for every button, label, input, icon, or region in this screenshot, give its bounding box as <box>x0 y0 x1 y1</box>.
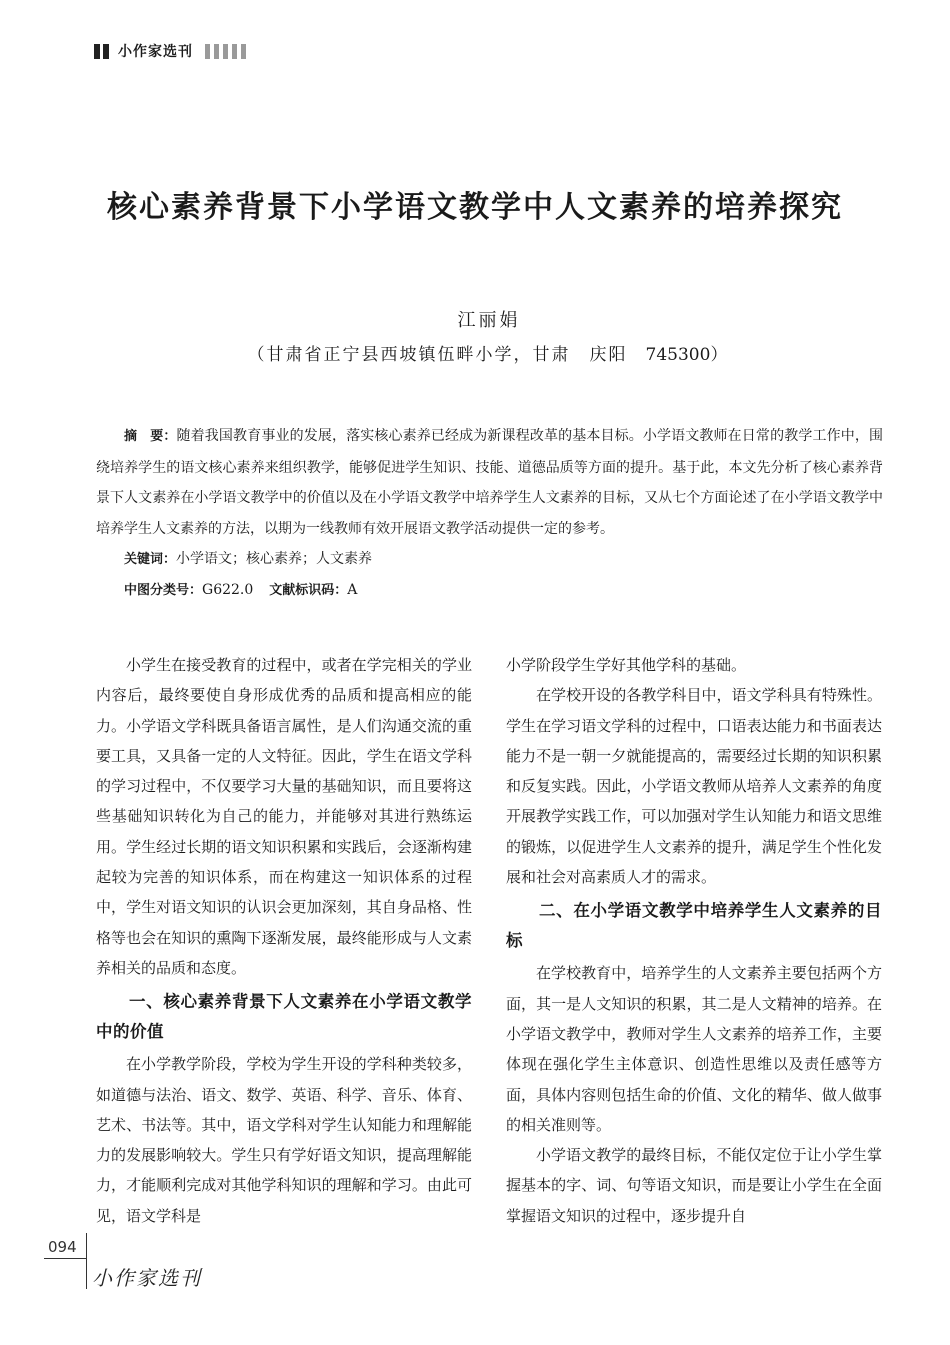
journal-logo: 小作家选刊 <box>92 1266 202 1290</box>
running-header <box>94 42 250 60</box>
keywords-line <box>124 544 883 575</box>
footer-rule <box>44 1258 86 1259</box>
clc-label: 中图分类号： <box>124 583 203 598</box>
abstract-text: 随着我国教育事业的发展，落实核心素养已经成为新课程改革的基本目标。小学语文教师在日常的教学工作中，围绕培养学生的语文核心素养来组织教学，能够促进学生知识、技能、道德品质等方面的提升。基于此，本文先分析了核心素养背景下人文素养在小学语文教学中的价值以及在小学语文教学中培养学生人文素养的目标，又从七个方面论述了在小学语文教学中培养学生人文素养的方法，以期为一线教师有效开展语文教学活动提供一定的参考。 <box>96 428 883 537</box>
header-bar-mark <box>214 44 219 59</box>
doc-code: A <box>347 582 358 598</box>
abstract-block <box>96 421 883 606</box>
body-paragraph: 小学生在接受教育的过程中，或者在学完相关的学业内容后，最终要使自身形成优秀的品质和提高相应的能力。小学语文学科既具备语言属性，是人们沟通交流的重要工具，又具备一定的人文特征。因此，学生在语文学科的学习过程中，不仅要学习大量的基础知识，而且要将这些基础知识转化为自己的能力，并能够对其进行熟练运用。学生经过长期的语文知识积累和实践后，会逐渐构建起较为完善的知识体系，而在构建这一知识体系的过程中，学生对语文知识的认识会更加深刻，其自身品格、性格等也会在知识的熏陶下逐渐发展，最终能形成与人文素养相关的品质和态度。 <box>96 656 472 977</box>
body-paragraph: 小学阶段学生学好其他学科的基础。 <box>506 656 747 674</box>
journal-name: 小作家选刊 <box>118 44 193 60</box>
doc-code-label: 文献标识码： <box>269 583 348 598</box>
header-bar-mark <box>94 44 100 59</box>
header-bar-mark <box>241 44 246 59</box>
header-bar-mark <box>205 44 210 59</box>
page-number: 094 <box>48 1238 77 1256</box>
article-title: 核心素养背景下小学语文教学中人文素养的培养探究 <box>107 190 843 225</box>
abstract-paragraph <box>96 421 883 544</box>
section-heading-1: 一、核心素养背景下人文素养在小学语文教学中的价值 <box>96 992 472 1042</box>
author-affiliation <box>0 340 950 365</box>
section-heading-2: 二、在小学语文教学中培养学生人文素养的目标 <box>506 901 882 951</box>
footer-divider <box>86 1233 87 1289</box>
body-paragraph: 在小学教学阶段，学校为学生开设的学科种类较多，如道德与法治、语文、数学、英语、科学、音乐、体育、艺术、书法等。其中，语文学科对学生认知能力和理解能力的发展影响较大。学生只有学好语文知识，提高理解能力，才能顺利完成对其他学科知识的理解和学习。由此可见，语文学科是 <box>96 1055 472 1225</box>
body-paragraph: 在学校开设的各教学科目中，语文学科具有特殊性。学生在学习语文学科的过程中，口语表达能力和书面表达能力不是一朝一夕就能提高的，需要经过长期的知识积累和反复实践。因此，小学语文教师从培养人文素养的角度开展教学实践工作，可以加强对学生认知能力和语文思维的锻炼，以促进学生人文素养的提升，满足学生个性化发展和社会对高素质人才的需求。 <box>506 686 882 887</box>
body-column-right <box>506 650 882 1231</box>
clc-code: G622.0 <box>202 582 254 598</box>
classification-line <box>124 575 883 606</box>
keywords-label: 关键词： <box>124 552 177 567</box>
header-bar-mark <box>103 44 109 59</box>
body-paragraph: 小学语文教学的最终目标，不能仅定位于让小学生掌握基本的字、词、句等语文知识，而是要让小学生在全面掌握语文知识的过程中，逐步提升自 <box>506 1146 882 1225</box>
keywords-text: 小学语文；核心素养；人文素养 <box>176 551 373 567</box>
header-bar-mark <box>223 44 228 59</box>
abstract-label: 摘 要： <box>124 429 177 444</box>
body-column-left <box>96 650 472 1231</box>
affiliation-postcode: 745300） <box>645 345 728 365</box>
author-name: 江丽娟 <box>457 310 521 331</box>
body-paragraph: 在学校教育中，培养学生的人文素养主要包括两个方面，其一是人文知识的积累，其二是人文精神的培养。在小学语文教学中，教师对学生人文素养的培养工作，主要体现在强化学生主体意识、创造性思维以及责任感等方面，具体内容则包括生命的价值、文化的精华、做人做事的相关准则等。 <box>506 964 882 1134</box>
affiliation-text: （甘肃省正宁县西坡镇伍畔小学，甘肃 庆阳 <box>247 345 628 365</box>
header-bar-mark <box>232 44 237 59</box>
